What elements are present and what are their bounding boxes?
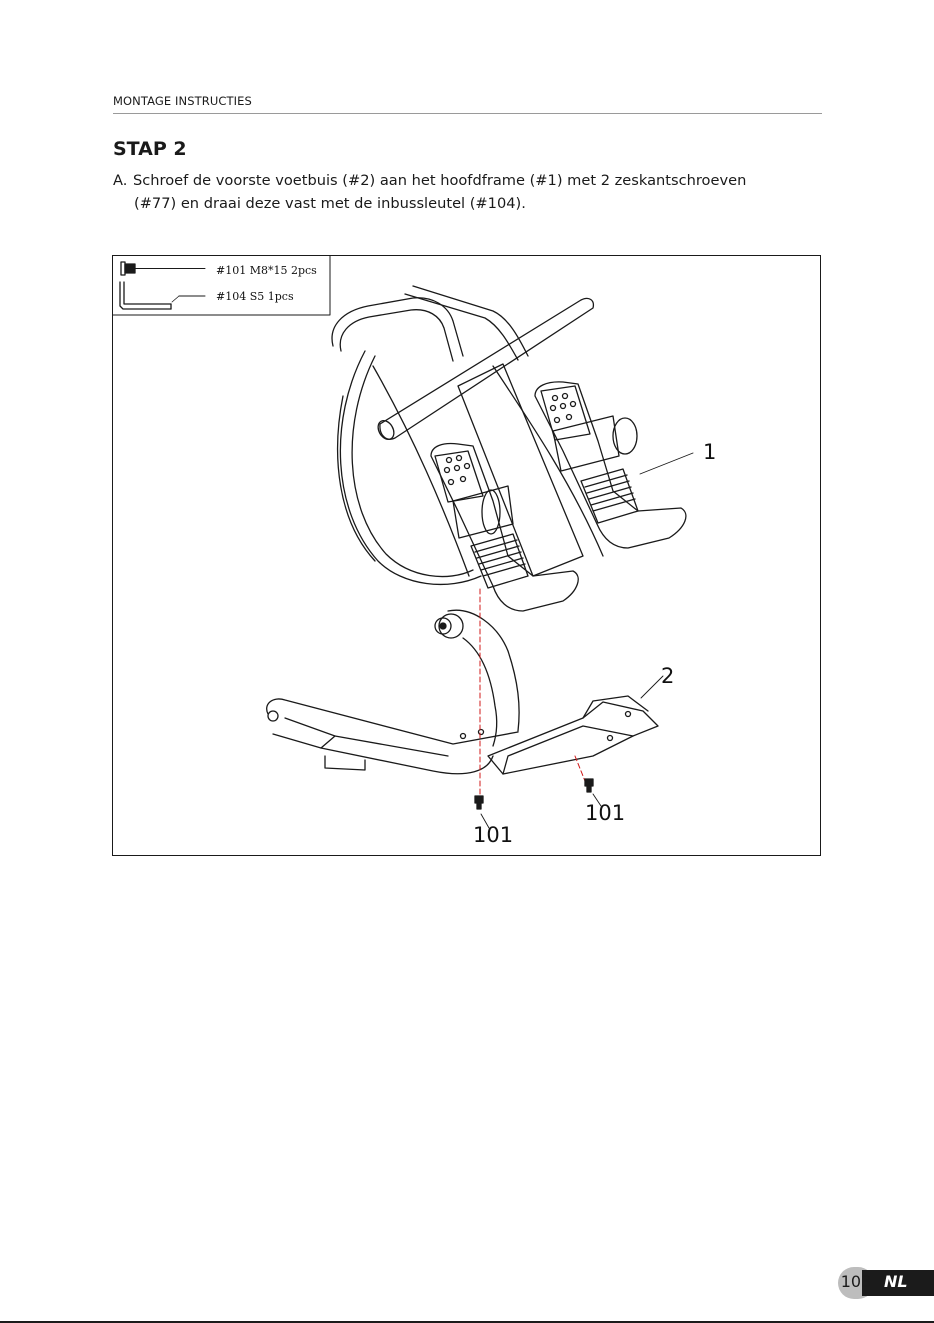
- step-title: STAP 2: [113, 138, 187, 160]
- page-number: 103: [840, 1272, 872, 1291]
- callout-front-tube: 2: [661, 664, 675, 688]
- callout-main-frame: 1: [703, 440, 717, 464]
- left-pedal: [431, 444, 578, 612]
- screw-icon: [121, 262, 205, 275]
- part-104-label: #104 S5 1pcs: [216, 290, 294, 303]
- instruction-line-1: Schroef de voorste voetbuis (#2) aan het hoofdframe (#1) met 2 zeskantschroeven: [133, 172, 747, 189]
- front-tube-drawing: [267, 610, 663, 774]
- instruction-line-2: (#77) en draai deze vast met de inbussleutel (#104).: [134, 195, 526, 212]
- header-label: MONTAGE INSTRUCTIES: [113, 94, 252, 108]
- header-divider: [113, 113, 822, 114]
- callout-screw-right: 101: [585, 801, 626, 825]
- hex-key-icon: [120, 282, 205, 309]
- parts-list-box: [113, 256, 330, 315]
- assembly-figure: [112, 255, 821, 856]
- step-instruction: [113, 169, 833, 215]
- assembly-drawing: [113, 256, 822, 857]
- main-frame-drawing: [332, 286, 693, 611]
- part-101-label: #101 M8*15 2pcs: [216, 264, 317, 277]
- instruction-marker: A.: [113, 172, 128, 189]
- callout-screw-center: 101: [473, 823, 514, 847]
- language-label: NL: [884, 1272, 908, 1291]
